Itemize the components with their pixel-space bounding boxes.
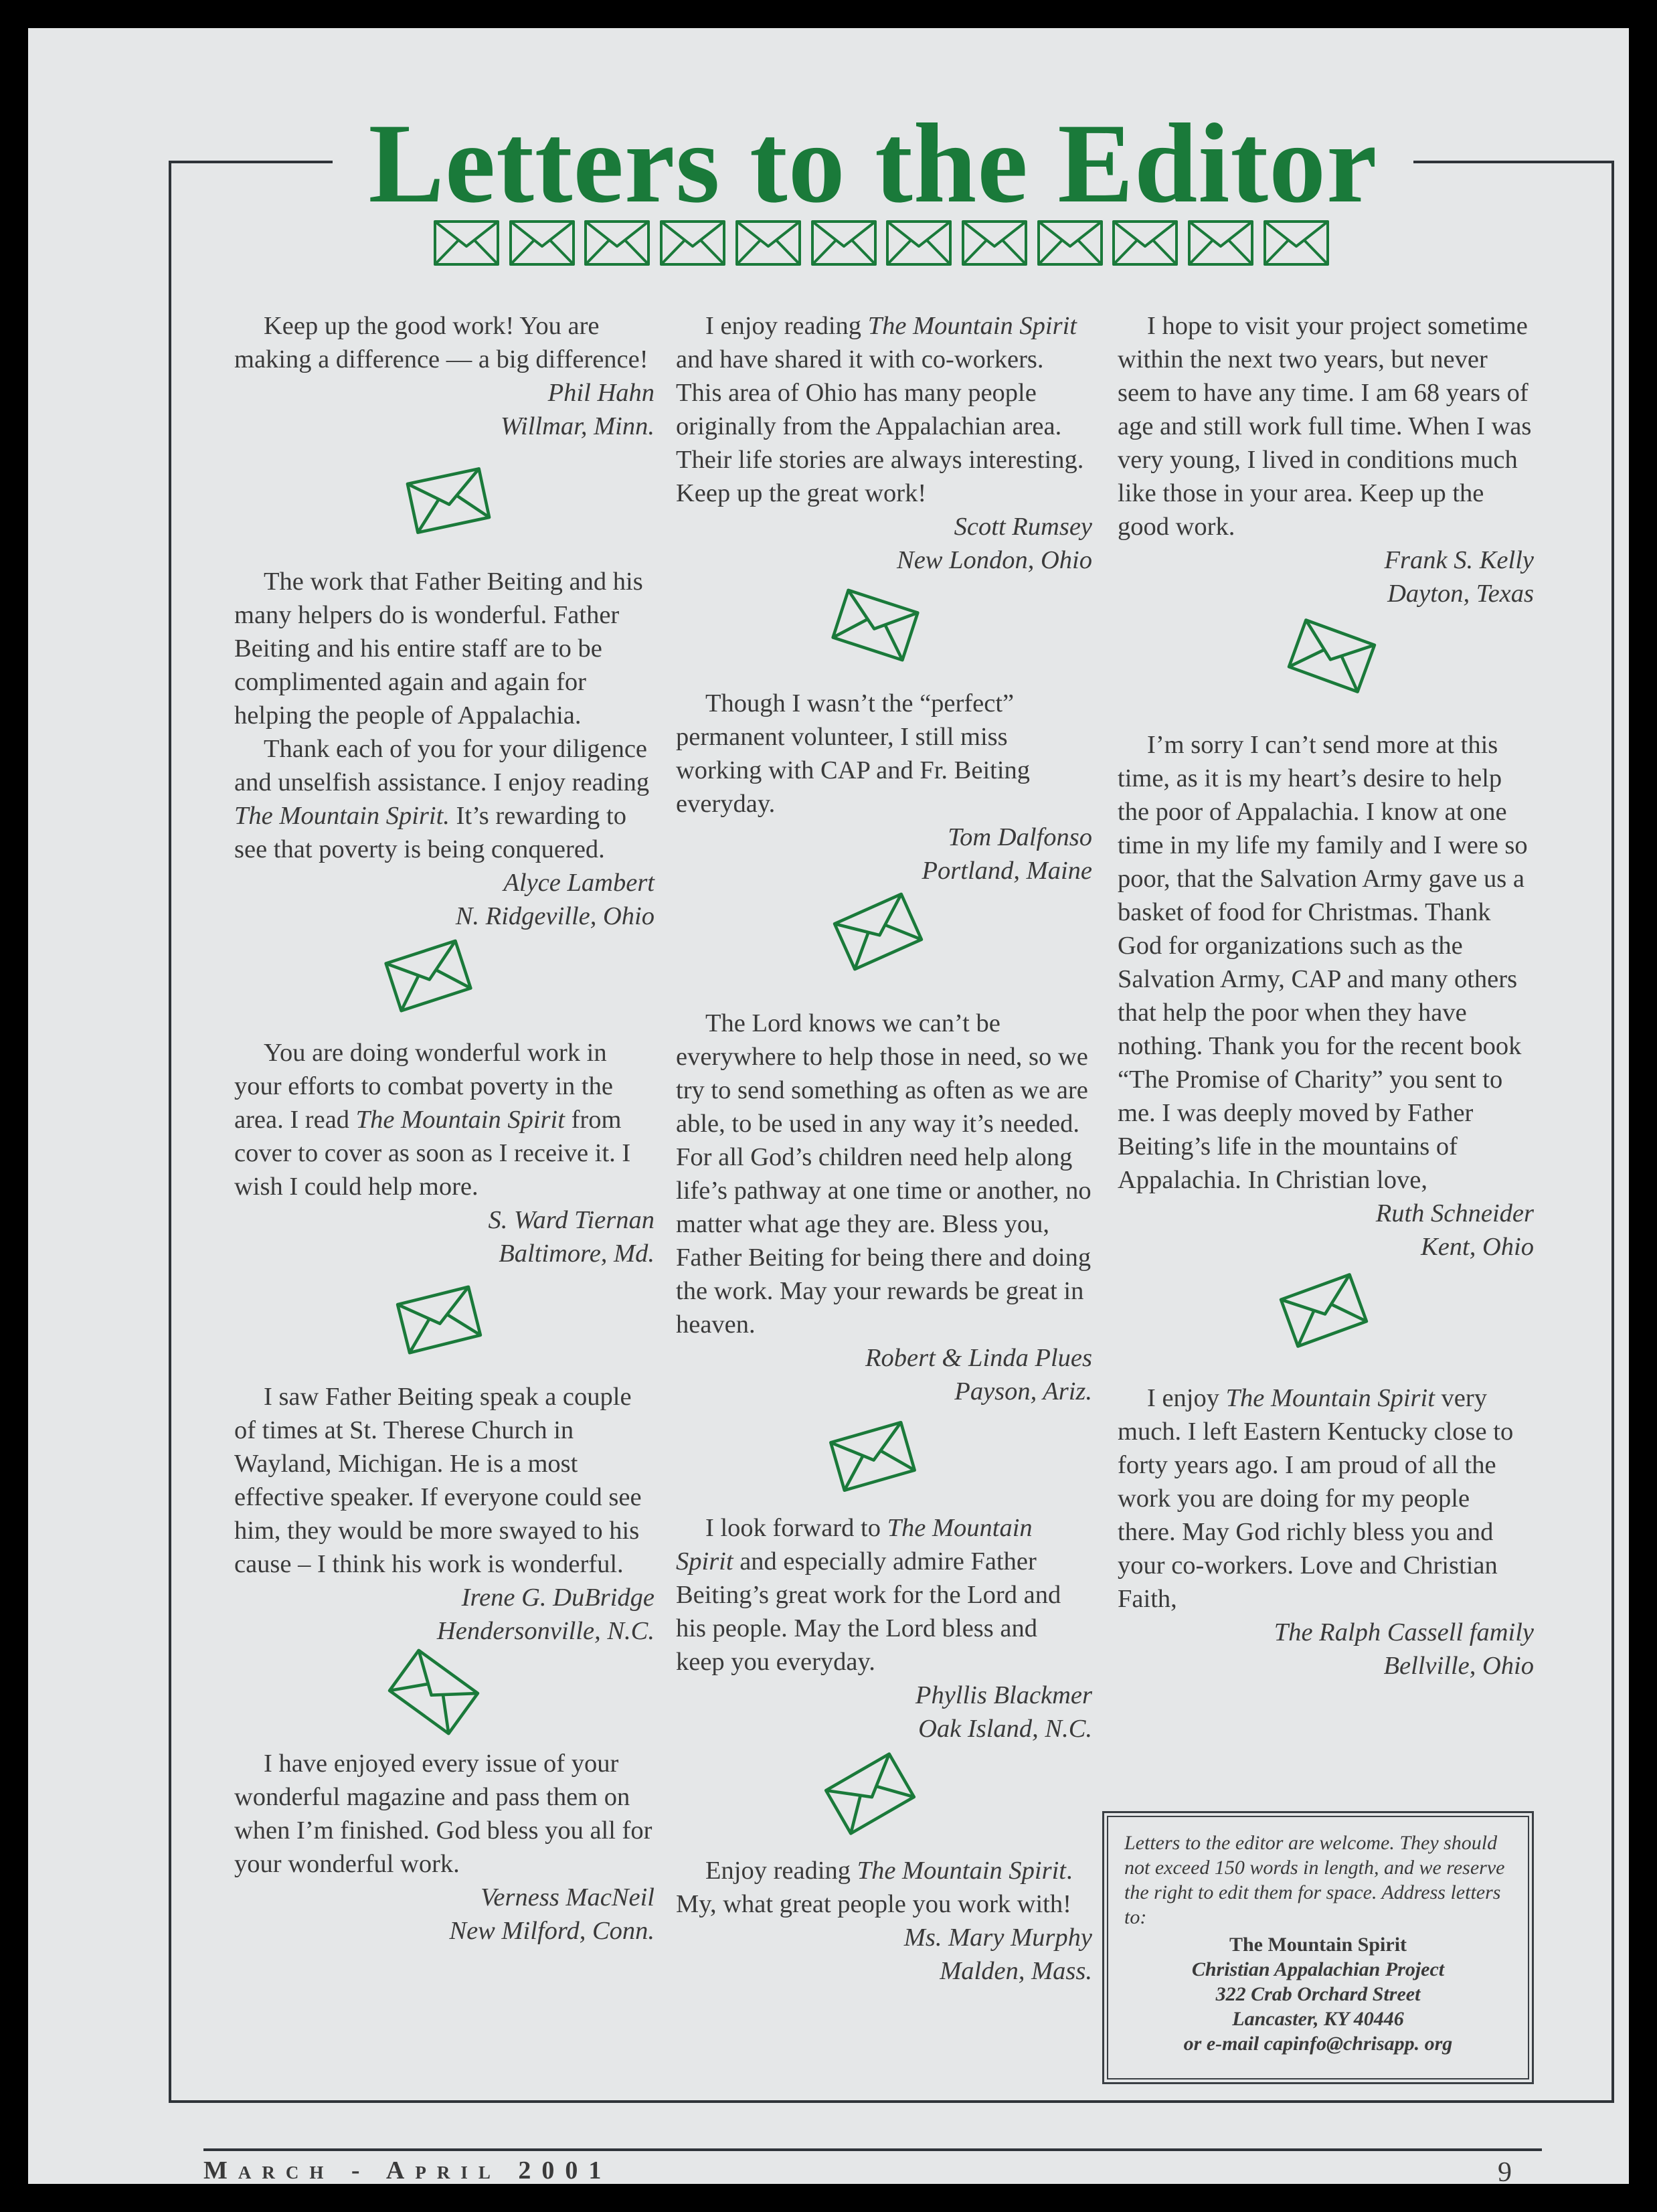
- letter-author: Phyllis Blackmer: [915, 1681, 1092, 1709]
- letter-author: Irene G. DuBridge: [461, 1584, 655, 1612]
- letter-location: Hendersonville, N.C.: [436, 1617, 655, 1645]
- letter-signature: [676, 1679, 1092, 1746]
- letter-body: I look forward to The Mountain Spirit and especially admire Father Beiting’s great work for the Lord and his people. May the Lord bless and keep you everyday.: [676, 1514, 1061, 1676]
- letter: [1118, 1381, 1534, 1683]
- letter-author: Scott Rumsey: [954, 513, 1092, 541]
- notice-address-line: Christian Appalachian Project: [1191, 1958, 1445, 1980]
- letter-signature: [1118, 543, 1534, 610]
- envelope-icon: [735, 220, 802, 266]
- letter-signature: [676, 1921, 1092, 1988]
- letter: [234, 565, 655, 933]
- notice-address-line: 322 Crab Orchard Street: [1215, 1983, 1421, 2005]
- letters-column-3: [1118, 309, 1534, 1683]
- letter-location: N. Ridgeville, Ohio: [455, 902, 655, 930]
- letter-author: S. Ward Tiernan: [488, 1206, 655, 1234]
- envelope-icon: [584, 220, 650, 266]
- submission-notice-box: [1102, 1811, 1534, 2084]
- envelope-icon: [961, 220, 1028, 266]
- letter: [234, 1747, 655, 1948]
- issue-date: March - April 2001: [203, 2156, 612, 2185]
- magazine-title-italic: The Mountain Spirit.: [234, 802, 450, 830]
- letter-location: Dayton, Texas: [1387, 580, 1534, 608]
- letter-signature: [234, 376, 655, 443]
- magazine-title-italic: The Mountain Spirit: [1225, 1384, 1435, 1412]
- magazine-title-italic: The Mountain Spirit: [857, 1857, 1066, 1885]
- envelope-icon: [1112, 220, 1179, 266]
- submission-notice-inner: [1107, 1816, 1529, 2079]
- envelope-icon: [1285, 614, 1379, 698]
- letter: [676, 1511, 1092, 1746]
- magazine-title-italic: The Mountain Spirit: [355, 1106, 565, 1134]
- letter-location: Kent, Ohio: [1421, 1233, 1534, 1261]
- letter-signature: [234, 1203, 655, 1270]
- letter-location: Oak Island, N.C.: [918, 1715, 1092, 1743]
- envelope-icon: [885, 220, 952, 266]
- footer-rule: [203, 2148, 1542, 2151]
- letter: [1118, 728, 1534, 1264]
- envelope-icon: [404, 462, 493, 539]
- letter-body: The Lord knows we can’t be everywhere to help those in need, so we try to send something as often as we are able, to be used in any way it’s needed. For all God’s children need help along life’s pathway at one time or another, no matter what age they are. Bless you, Father Beiting for being there and doing the work. May your rewards be great in heaven.: [676, 1009, 1092, 1339]
- letter-signature: [1118, 1616, 1534, 1683]
- letter-body: Though I wasn’t the “perfect” permanent volunteer, I still miss working with CAP and Fr. Beiting everyday.: [676, 689, 1031, 818]
- envelope-icon: [810, 220, 877, 266]
- letter-body: You are doing wonderful work in your efforts to combat poverty in the area. I read The Mountain Spirit from cover to cover as soon as I receive it. I wish I could help more.: [234, 1039, 631, 1201]
- letters-column-2: [676, 309, 1092, 1988]
- letter: [676, 309, 1092, 577]
- envelope-icon: [433, 220, 500, 266]
- envelope-icon: [659, 220, 726, 266]
- letter-body: Thank each of you for your diligence and unselfish assistance. I enjoy reading The Mountain Spirit. It’s rewarding to see that poverty is being conquered.: [234, 735, 650, 863]
- magazine-page: [28, 28, 1629, 2188]
- letter-body: I hope to visit your project sometime within the next two years, but never seem to have any time. I am 68 years of age and still work full time. When I was very young, I lived in conditions much like those in your area. Keep up the good work.: [1118, 312, 1532, 541]
- envelope-icon: [509, 220, 576, 266]
- envelope-icon: [382, 934, 475, 1017]
- page-number: 9: [1498, 2157, 1512, 2188]
- letter-location: Baltimore, Md.: [499, 1240, 655, 1268]
- notice-email-line: or e-mail capinfo@chrisapp. org: [1183, 2033, 1453, 2055]
- letter-author: Frank S. Kelly: [1384, 546, 1534, 574]
- envelope-icon: [821, 1748, 919, 1840]
- notice-intro: Letters to the editor are welcome. They should not exceed 150 words in length, and we reserve the right to edit them for space. Address letters to:: [1124, 1832, 1505, 1928]
- notice-address-line: Lancaster, KY 40446: [1232, 2008, 1404, 2030]
- letter-author: Ms. Mary Murphy: [903, 1924, 1092, 1952]
- letter-signature: [676, 1341, 1092, 1408]
- envelope-icon: [1187, 220, 1254, 266]
- letter-author: Ruth Schneider: [1375, 1199, 1534, 1227]
- letter-signature: [234, 866, 655, 933]
- letter: [234, 1380, 655, 1648]
- magazine-title-italic: The Mountain Spirit: [676, 1514, 1033, 1576]
- page-title: Letters to the Editor: [333, 105, 1413, 222]
- envelope-icon: [830, 887, 926, 975]
- letter-author: Verness MacNeil: [481, 1883, 655, 1911]
- title-envelope-row: [433, 220, 1330, 268]
- letter-author: Robert & Linda Plues: [865, 1344, 1092, 1372]
- letter-author: Tom Dalfonso: [948, 823, 1092, 851]
- letter-location: Willmar, Minn.: [501, 412, 655, 440]
- letter-body: I enjoy reading The Mountain Spirit and have shared it with co-workers. This area of Ohio has many people originally from the Appalachian area. Their life stories are always interesting. Keep up the great work!: [676, 312, 1084, 507]
- letter: [234, 309, 655, 443]
- magazine-title-italic: The Mountain Spirit: [867, 312, 1077, 340]
- envelope-icon: [1263, 220, 1330, 266]
- letter-body: The work that Father Beiting and his many helpers do is wonderful. Father Beiting and his entire staff are to be complimented again and again for helping the people of Appalachia.: [234, 568, 643, 730]
- letter-body: I saw Father Beiting speak a couple of times at St. Therese Church in Wayland, Michigan. He is a most effective speaker. If everyone could see him, they would be more swayed to his cause – I think his work is wonderful.: [234, 1383, 642, 1578]
- letter-location: Bellville, Ohio: [1383, 1652, 1534, 1680]
- letter: [676, 1854, 1092, 1988]
- letter-location: Malden, Mass.: [940, 1957, 1092, 1985]
- letters-column-1: [234, 309, 655, 1948]
- letter-body: I’m sorry I can’t send more at this time, as it is my heart’s desire to help the poor of Appalachia. I know at one time in my life my family and I were so poor, that the Salvation Army gave us a basket of food for Christmas. Thank God for organizations such as the Salvation Army, CAP and many others that help the poor when they have nothing. Thank you for the recent book “The Promise of Charity” you sent to me. I was deeply moved by Father Beiting’s life in the mountains of Appalachia. In Christian love,: [1118, 731, 1528, 1194]
- letter: [676, 1007, 1092, 1408]
- envelope-icon: [1037, 220, 1104, 266]
- notice-address-line: The Mountain Spirit: [1229, 1934, 1407, 1956]
- letter-body: Keep up the good work! You are making a difference — a big difference!: [234, 312, 648, 373]
- letter-signature: [234, 1881, 655, 1948]
- letter-author: Phil Hahn: [547, 379, 655, 407]
- letter: [234, 1036, 655, 1270]
- envelope-icon: [829, 584, 922, 666]
- letter: [1118, 309, 1534, 610]
- letter-signature: [1118, 1197, 1534, 1264]
- envelope-icon: [1277, 1268, 1371, 1353]
- letter-location: Portland, Maine: [922, 857, 1092, 885]
- letter-body: Enjoy reading The Mountain Spirit. My, what great people you work with!: [676, 1857, 1073, 1918]
- letter-location: Payson, Ariz.: [954, 1377, 1092, 1406]
- letter-location: New Milford, Conn.: [449, 1917, 655, 1945]
- letter-signature: [676, 510, 1092, 577]
- notice-address: [1124, 1932, 1512, 2056]
- envelope-icon: [394, 1280, 485, 1359]
- envelope-icon: [827, 1416, 919, 1497]
- letter: [676, 687, 1092, 887]
- letter-signature: [234, 1581, 655, 1648]
- envelope-icon: [384, 1644, 483, 1740]
- letter-author: Alyce Lambert: [503, 869, 655, 897]
- letter-signature: [676, 821, 1092, 887]
- letter-author: The Ralph Cassell family: [1274, 1618, 1534, 1646]
- letter-body: I have enjoyed every issue of your wonderful magazine and pass them on when I’m finished. God bless you all for your wonderful work.: [234, 1750, 652, 1878]
- letter-location: New London, Ohio: [897, 546, 1092, 574]
- letter-body: I enjoy The Mountain Spirit very much. I left Eastern Kentucky close to forty years ago. I am proud of all the work you are doing for my people there. May God richly bless you and your co-workers. Love and Christian Faith,: [1118, 1384, 1514, 1613]
